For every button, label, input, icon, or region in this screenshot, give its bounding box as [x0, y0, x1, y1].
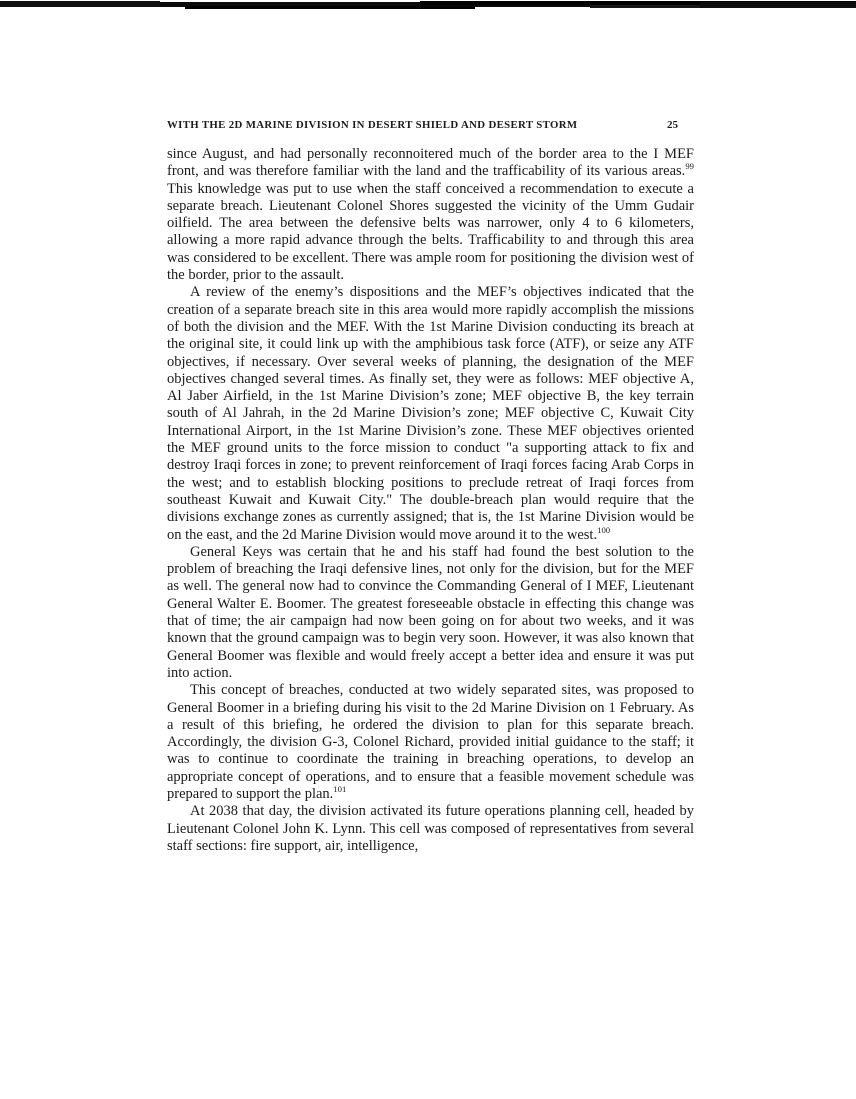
paragraph: This concept of breaches, conducted at two widely separated sites, was proposed to General Boomer in a briefing during his visit to the 2d Marine Division on 1 February. As a result of this briefing, he ordered the division to plan for this separate breach. Accordingly, the division G-3, Colonel Richard, provided initial guidance to the staff; it was to continue to coordinate the training in breaching operations, to develop an appropriate concept of operations, and to ensure that a feasible movement schedule was prepared to support the plan.$^{101}$ — [167, 682, 694, 802]
page-number: 25 — [667, 119, 678, 131]
paragraph: At 2038 that day, the division activated its future operations planning cell, headed by Lieutenant Colonel John K. Lynn. This cell was composed of representatives from several staff sections: fire support, air, intelligence, — [167, 803, 694, 854]
footnote-reference: 101 — [333, 784, 347, 795]
body-text — [167, 146, 694, 855]
paragraph: since August, and had personally reconnoitered much of the border area to the I MEF front, and was therefore familiar with the land and the trafficability of its various areas.$^{99}$ This knowledge was put to use when the staff conceived a recommendation to execute a separate breach. Lieutenant Colonel Shores suggested the vicinity of the Umm Gudair oilfield. The area between the defensive belts was narrower, only 4 to 6 kilometers, allowing a more rapid advance through the belts. Trafficability to and through this area was considered to be excellent. There was ample room for positioning the division west of the border, prior to the assault. — [167, 146, 694, 284]
scan-artifact-graphic — [0, 0, 856, 12]
paragraph: General Keys was certain that he and his staff had found the best solution to the problem of breaching the Iraqi defensive lines, not only for the division, but for the MEF as well. The general now had to convince the Commanding General of I MEF, Lieutenant General Walter E. Boomer. The greatest foreseeable obstacle in effecting this change was that of time; the air campaign had now been going on for about two weeks, and it was known that the ground campaign was to begin very soon. However, it was also known that General Boomer was flexible and would freely accept a better idea and ensure it was put into action. — [167, 543, 694, 681]
scan-artifact-top-edge — [0, 0, 856, 12]
footnote-reference: 100 — [597, 524, 611, 535]
running-header-title: WITH THE 2D MARINE DIVISION IN DESERT SHIELD AND DESERT STORM — [167, 119, 578, 131]
footnote-reference: 99 — [685, 161, 694, 172]
paragraph: A review of the enemy’s dispositions and the MEF’s objectives indicated that the creation of a separate breach site in this area would more rapidly accomplish the missions of both the division and the MEF. With the 1st Marine Division conducting its breach at the original site, it could link up with the amphibious task force (ATF), or seize any ATF objectives, if necessary. Over several weeks of planning, the designation of the MEF objectives changed several times. As finally set, they were as follows: MEF objective A, Al Jaber Airfield, in the 1st Marine Division’s zone; MEF objective B, the key terrain south of Al Jahrah, in the 2d Marine Division’s zone; MEF objective C, Kuwait City International Airport, in the 1st Marine Division’s zone. These MEF objectives oriented the MEF ground units to the force mission to conduct "a supporting attack to fix and destroy Iraqi forces in zone; to prevent reinforcement of Iraqi forces facing Arab Corps in the west; and to establish blocking positions to preclude retreat of Iraqi forces from southeast Kuwait and Kuwait City." The double-breach plan would require that the divisions exchange zones as currently assigned; that is, the 1st Marine Division would be on the east, and the 2d Marine Division would move around it to the west.$^{100}$ — [167, 284, 694, 543]
running-header — [167, 119, 694, 131]
